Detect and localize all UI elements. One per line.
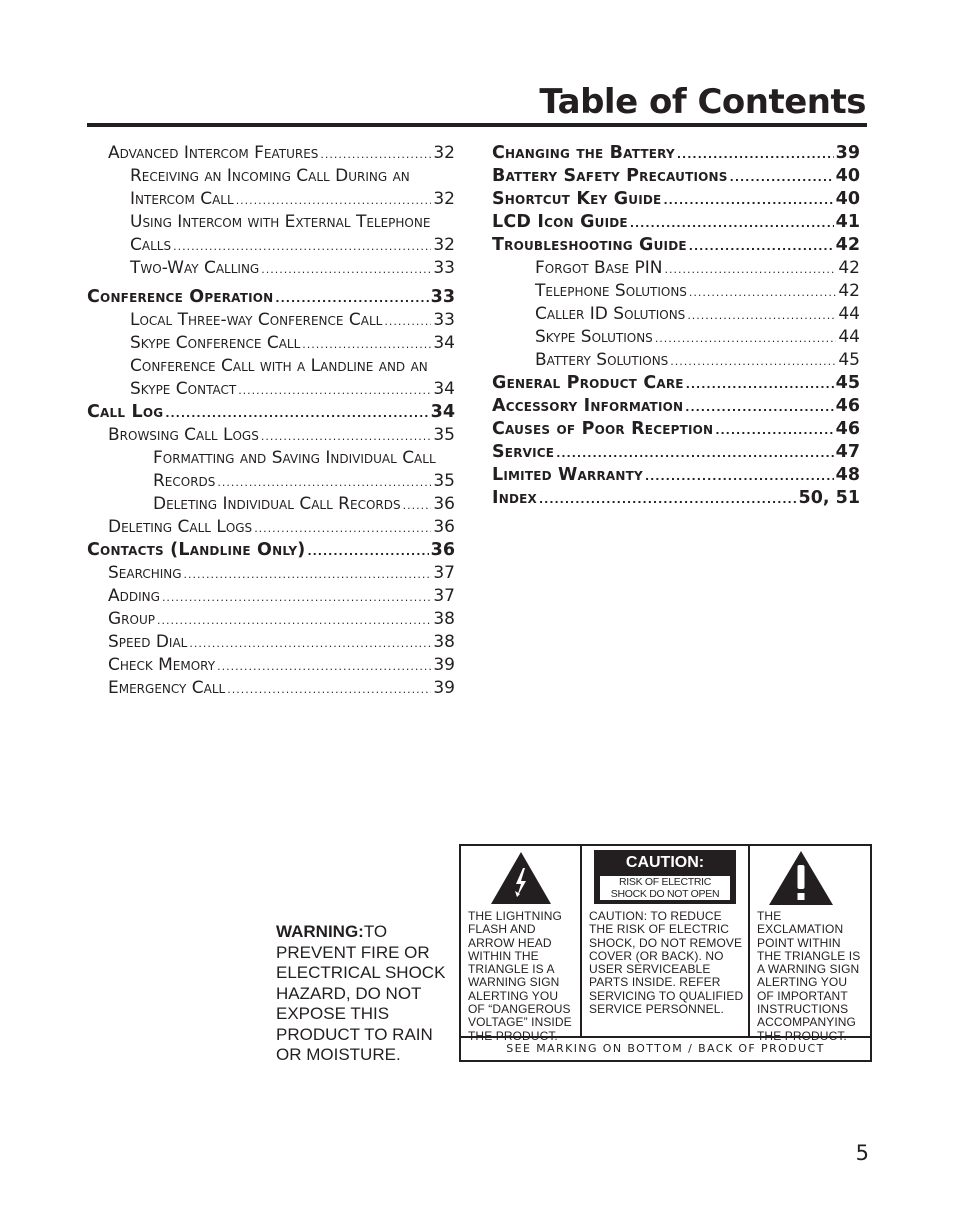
toc-entry (87, 516, 455, 539)
toc-leader-dots (227, 678, 431, 701)
toc-entry-label: Shortcut Key Guide (492, 189, 662, 209)
toc-leader-dots (630, 212, 834, 235)
toc-entry-page: 33 (430, 287, 455, 307)
toc-entry (87, 677, 455, 700)
toc-entry-label: Telephone Solutions (535, 281, 687, 301)
toc-entry (492, 234, 860, 257)
toc-entry-label: Using Intercom with External Telephone (130, 212, 431, 232)
toc-entry-page: 46 (835, 419, 860, 439)
toc-entry-label: Group (108, 609, 155, 629)
toc-entry-label: Limited Warranty (492, 465, 643, 485)
toc-leader-dots (645, 465, 834, 488)
warning-notice (276, 922, 456, 1066)
toc-entry-page: 36 (433, 494, 455, 514)
toc-entry-label: Advanced Intercom Features (108, 143, 319, 163)
toc-entry-label: Skype Contact (130, 379, 237, 399)
toc-leader-dots (686, 373, 834, 396)
toc-entry (87, 470, 455, 493)
toc-leader-dots (556, 442, 833, 465)
toc-leader-dots (689, 281, 836, 304)
toc-entry-label: Deleting Call Logs (108, 517, 253, 537)
toc-leader-dots (384, 310, 431, 333)
toc-entry (87, 211, 455, 234)
toc-leader-dots (677, 143, 834, 166)
toc-leader-dots (254, 517, 431, 540)
toc-right-column (492, 142, 860, 510)
exclamation-cell (750, 846, 870, 1043)
toc-entry (492, 257, 860, 280)
toc-entry-label: Formatting and Saving Individual Call (153, 448, 436, 468)
toc-entry-label: Records (153, 471, 216, 491)
toc-leader-dots (261, 258, 431, 281)
toc-entry (87, 234, 455, 257)
toc-entry-page: 34 (430, 402, 455, 422)
toc-entry (87, 309, 455, 332)
title-rule (87, 123, 867, 127)
toc-entry (87, 165, 455, 188)
toc-entry-label: Receiving an Incoming Call During an (130, 166, 410, 186)
toc-entry-page: 41 (835, 212, 860, 232)
toc-entry-label: Local Three-way Conference Call (130, 310, 383, 330)
warning-label: WARNING: (276, 922, 364, 941)
toc-entry (492, 142, 860, 165)
caution-body-text: CAUTION: TO REDUCE THE RISK OF ELECTRIC SHOCK, DO NOT REMOVE COVER (OR BACK). NO USER SERVICEABLE PARTS INSIDE. REFER SERVICING TO QUALIFIED SERVICE PERSONNEL. (589, 909, 744, 1017)
toc-entry-page: 36 (433, 517, 455, 537)
toc-entry-label: Skype Solutions (535, 327, 653, 347)
toc-entry (492, 441, 860, 464)
toc-entry-label: Browsing Call Logs (108, 425, 259, 445)
toc-leader-dots (173, 235, 431, 258)
toc-entry-page: 45 (835, 373, 860, 393)
toc-entry-page: 33 (433, 258, 455, 278)
caution-cell (582, 846, 750, 1036)
toc-entry (492, 395, 860, 418)
toc-entry (87, 188, 455, 211)
toc-entry (492, 211, 860, 234)
toc-entry-label: Conference Operation (87, 287, 274, 307)
toc-leader-dots (217, 471, 431, 494)
toc-entry-label: Battery Safety Precautions (492, 166, 728, 186)
lightning-triangle-icon (490, 851, 552, 905)
toc-entry (492, 303, 860, 326)
toc-entry (87, 257, 455, 280)
toc-entry (87, 585, 455, 608)
toc-leader-dots (189, 632, 431, 655)
toc-leader-dots (307, 540, 428, 563)
toc-leader-dots (655, 327, 837, 350)
toc-leader-dots (275, 287, 428, 310)
page-number: 5 (855, 1141, 869, 1165)
toc-entry (87, 631, 455, 654)
toc-entry-page: 47 (835, 442, 860, 462)
toc-entry-label: Changing the Battery (492, 143, 675, 163)
toc-entry-label: Conference Call with a Landline and an (130, 356, 428, 376)
toc-entry (87, 355, 455, 378)
caution-footer: SEE MARKING ON BOTTOM / BACK OF PRODUCT (461, 1036, 870, 1062)
toc-entry (492, 418, 860, 441)
toc-entry-label: Contacts (Landline Only) (87, 540, 306, 560)
toc-entry (87, 401, 455, 424)
toc-entry-label: Causes of Poor Reception (492, 419, 714, 439)
toc-entry-page: 44 (838, 304, 860, 324)
toc-leader-dots (261, 425, 432, 448)
toc-entry-page: 50, 51 (798, 488, 860, 508)
toc-leader-dots (403, 494, 432, 517)
toc-leader-dots (238, 379, 431, 402)
toc-entry-label: Forgot Base PIN (535, 258, 663, 278)
toc-entry-label: Intercom Call (130, 189, 234, 209)
toc-entry-page: 34 (433, 333, 455, 353)
toc-entry-label: Service (492, 442, 555, 462)
toc-entry-label: Two-Way Calling (130, 258, 260, 278)
toc-leader-dots (320, 143, 431, 166)
toc-entry-label: LCD Icon Guide (492, 212, 628, 232)
toc-entry (87, 654, 455, 677)
toc-entry-label: Adding (108, 586, 160, 606)
toc-entry-page: 35 (433, 471, 455, 491)
toc-leader-dots (236, 189, 432, 212)
toc-entry-label: Troubleshooting Guide (492, 235, 687, 255)
toc-entry-page: 46 (835, 396, 860, 416)
toc-entry (87, 493, 455, 516)
toc-entry-page: 35 (433, 425, 455, 445)
toc-entry-label: Call Log (87, 402, 164, 422)
toc-entry-label: General Product Care (492, 373, 684, 393)
toc-leader-dots (730, 166, 834, 189)
toc-entry-page: 39 (433, 655, 455, 675)
toc-leader-dots (687, 304, 836, 327)
warning-body: TO PREVENT FIRE OR ELECTRICAL SHOCK HAZARD, DO NOT EXPOSE THIS PRODUCT TO RAIN OR MOISTURE. (276, 922, 446, 1064)
page-title: Table of Contents (539, 82, 866, 122)
toc-left-column (87, 142, 455, 700)
exclamation-triangle-icon (768, 850, 834, 906)
toc-entry-page: 34 (433, 379, 455, 399)
toc-entry-page: 44 (838, 327, 860, 347)
toc-leader-dots (302, 333, 431, 356)
toc-leader-dots (184, 563, 432, 586)
toc-entry (492, 165, 860, 188)
toc-entry (87, 562, 455, 585)
toc-entry (492, 280, 860, 303)
toc-entry (87, 142, 455, 165)
toc-entry-label: Speed Dial (108, 632, 188, 652)
toc-leader-dots (539, 488, 797, 511)
toc-entry-page: 39 (433, 678, 455, 698)
toc-entry-label: Calls (130, 235, 172, 255)
toc-entry-page: 45 (838, 350, 860, 370)
toc-entry-label: Check Memory (108, 655, 216, 675)
toc-entry-label: Searching (108, 563, 182, 583)
toc-entry-label: Battery Solutions (535, 350, 669, 370)
toc-entry-page: 32 (433, 189, 455, 209)
toc-entry-page: 32 (433, 143, 455, 163)
toc-entry-label: Index (492, 488, 537, 508)
toc-entry-page: 42 (838, 258, 860, 278)
toc-entry (87, 332, 455, 355)
toc-entry-page: 37 (433, 563, 455, 583)
toc-entry (492, 349, 860, 372)
toc-leader-dots (162, 586, 431, 609)
toc-entry-page: 40 (835, 166, 860, 186)
toc-entry-page: 33 (433, 310, 455, 330)
toc-leader-dots (685, 396, 833, 419)
toc-leader-dots (217, 655, 431, 678)
toc-entry-page: 48 (835, 465, 860, 485)
toc-entry (87, 424, 455, 447)
toc-entry-page: 40 (835, 189, 860, 209)
toc-leader-dots (715, 419, 833, 442)
toc-entry (87, 447, 455, 470)
toc-entry-page: 37 (433, 586, 455, 606)
toc-entry (492, 487, 860, 510)
caution-heading: CAUTION: (625, 854, 705, 871)
lightning-cell (461, 846, 582, 1043)
toc-entry-page: 36 (430, 540, 455, 560)
toc-entry (87, 378, 455, 401)
toc-entry (87, 286, 455, 309)
toc-leader-dots (165, 402, 428, 425)
toc-entry-label: Accessory Information (492, 396, 684, 416)
lightning-warning-text: THE LIGHTNING FLASH AND ARROW HEAD WITHIN THE TRIANGLE IS A WARNING SIGN ALERTING YOU OF “DANGEROUS VOLTAGE” INSIDE THE PRODUCT. (468, 909, 572, 1043)
toc-entry-label: Deleting Individual Call Records (153, 494, 401, 514)
caution-subtext: RISK OF ELECTRIC SHOCK DO NOT OPEN (600, 876, 730, 900)
toc-entry (492, 372, 860, 395)
toc-entry-label: Skype Conference Call (130, 333, 301, 353)
toc-entry-page: 38 (433, 609, 455, 629)
toc-leader-dots (670, 350, 836, 373)
toc-entry-label: Emergency Call (108, 678, 226, 698)
toc-entry-page: 39 (835, 143, 860, 163)
toc-entry-label: Caller ID Solutions (535, 304, 686, 324)
toc-entry-page: 42 (838, 281, 860, 301)
toc-leader-dots (689, 235, 834, 258)
toc-entry-page: 32 (433, 235, 455, 255)
toc-leader-dots (665, 258, 837, 281)
toc-entry (492, 188, 860, 211)
toc-entry (87, 608, 455, 631)
toc-entry (87, 539, 455, 562)
toc-leader-dots (157, 609, 431, 632)
exclamation-warning-text: THE EXCLAMATION POINT WITHIN THE TRIANGLE IS A WARNING SIGN ALERTING YOU OF IMPORTANT INSTRUCTIONS ACCOMPANYING THE PRODUCT. (757, 909, 861, 1043)
toc-leader-dots (663, 189, 833, 212)
caution-label-box (594, 850, 736, 904)
toc-entry-page: 42 (835, 235, 860, 255)
toc-entry (492, 326, 860, 349)
toc-entry (492, 464, 860, 487)
caution-box (459, 844, 872, 1062)
toc-entry-page: 38 (433, 632, 455, 652)
